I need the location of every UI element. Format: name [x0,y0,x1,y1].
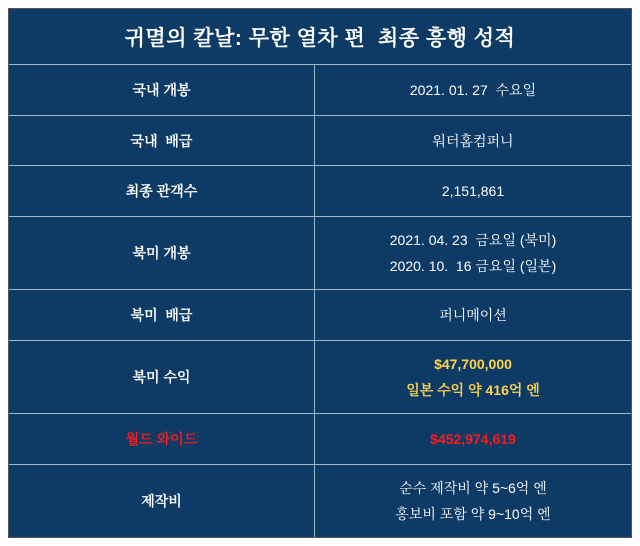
row-label: 북미 배급 [130,307,193,324]
table-row [9,414,631,465]
table-row [9,217,631,290]
row-label: 북미 수익 [132,369,191,386]
row-value-line: 2021. 04. 23 금요일 (북미) [389,232,557,249]
row-label-cell [9,414,315,464]
row-value-line: 2,151,861 [441,183,505,200]
info-table [9,65,631,537]
row-label: 국내 배급 [130,132,193,149]
table-row [9,341,631,414]
table-row [9,65,631,116]
table-row [9,166,631,217]
page-title: 귀멸의 칼날: 무한 열차 편 최종 흥행 성적 [124,26,516,50]
row-label-cell [9,290,315,340]
row-label: 월드 와이드 [125,431,198,448]
row-value-line: $452,974,619 [430,431,516,448]
row-label-cell [9,341,315,413]
row-label: 최종 관객수 [125,183,198,200]
row-value-line: 워터홈컴퍼니 [432,132,514,149]
box-office-summary-card [8,8,632,538]
row-label-cell [9,465,315,537]
row-value-line: 일본 수익 약 416억 엔 [406,382,540,399]
row-label: 북미 개봉 [132,245,191,262]
row-value-cell [315,341,631,413]
row-value-cell [315,166,631,216]
row-label-cell [9,166,315,216]
row-value-cell [315,414,631,464]
row-value-cell [315,465,631,537]
row-value-line: 2020. 10. 16 금요일 (일본) [389,258,557,275]
row-value-cell [315,65,631,115]
row-label-cell [9,65,315,115]
row-value-cell [315,217,631,289]
row-label-cell [9,116,315,166]
table-row [9,116,631,167]
row-value-line: 순수 제작비 약 5~6억 엔 [399,479,547,496]
table-row [9,290,631,341]
row-label: 제작비 [141,492,182,509]
row-value-line: 홍보비 포함 약 9~10억 엔 [395,505,551,522]
row-value-cell [315,116,631,166]
row-value-cell [315,290,631,340]
table-row [9,465,631,537]
row-value-line: $47,700,000 [434,356,512,373]
row-value-line: 2021. 01. 27 수요일 [409,81,537,98]
row-value-line: 퍼니메이션 [439,307,507,324]
card-title-row [9,9,631,65]
row-label: 국내 개봉 [132,81,191,98]
row-label-cell [9,217,315,289]
